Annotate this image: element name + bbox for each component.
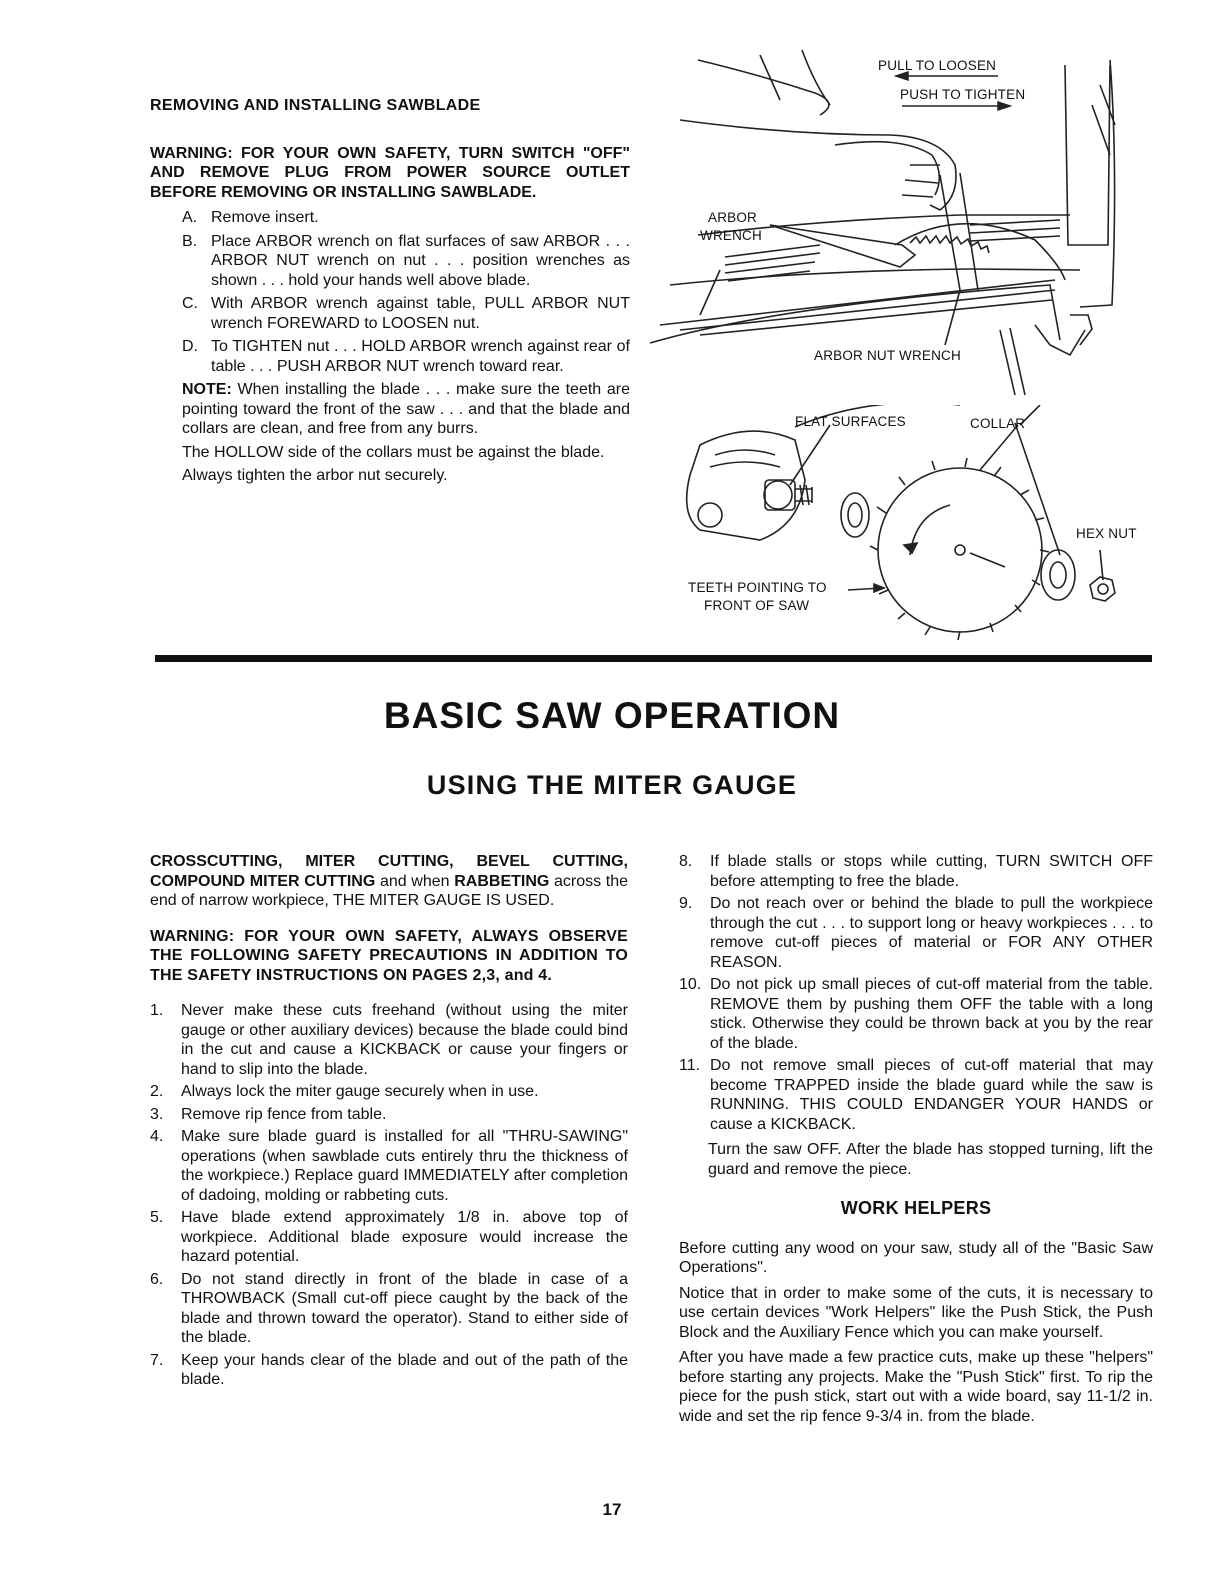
- step-text: Place ARBOR wrench on flat surfaces of saw ARBOR . . . ARBOR NUT wrench on nut . . . position wrenches as shown . . . hold your hands well above blade.: [211, 232, 630, 289]
- work-helpers-paragraph: Before cutting any wood on your saw, study all of the "Basic Saw Operations".: [679, 1239, 1153, 1276]
- item-number: 6.: [150, 1270, 164, 1288]
- step-text: With ARBOR wrench against table, PULL ARBOR NUT wrench FOREWARD to LOOSEN nut.: [211, 295, 630, 332]
- list-item: [150, 1208, 628, 1267]
- item-number: 8.: [679, 853, 693, 870]
- list-item: [150, 1105, 628, 1125]
- item-number: 9.: [679, 895, 693, 912]
- item-text: Do not reach over or behind the blade to pull the workpiece through the cut . . . to support long or heavy workpieces . . . to remove cut-off pieces of material or FOR ANY OTHER REASON.: [710, 895, 1153, 971]
- item-text: Remove rip fence from table.: [181, 1105, 387, 1123]
- item-number: 10.: [679, 976, 702, 993]
- list-item: [679, 894, 1153, 972]
- work-helpers-paragraph: After you have made a few practice cuts, make up these "helpers" before starting any projects. Make the "Push Stick" first. To rip the piece for the push stick, start out with a wide board, say 11-1/2 in. wide and set the rip fence 9-3/4 in. from the blade.: [679, 1349, 1153, 1425]
- page-subtitle: USING THE MITER GAUGE: [426, 770, 798, 800]
- item-number: 2.: [150, 1083, 164, 1100]
- list-item: [150, 1270, 628, 1348]
- item-text: Make sure blade guard is installed for all "THRU-SAWING" operations (when sawblade cuts entirely thru the thickness of the workpiece.) Replace guard IMMEDIATELY after completion of dadoing, molding or rabbeting cuts.: [181, 1128, 628, 1204]
- tighten-note: Always tighten the arbor nut securely.: [182, 467, 448, 484]
- note-text: When installing the blade . . . make sure the teeth are pointing toward the front of the saw . . . and that the blade and collars are clean, and free from any burrs.: [182, 381, 630, 437]
- item-text: Do not stand directly in front of the blade in case of a THROWBACK (Small cut-off piece caught by the back of the blade and thrown toward the operator). Stand to either side of the blade.: [181, 1270, 628, 1346]
- step-item: [182, 337, 630, 376]
- step-item: [182, 208, 630, 228]
- warning-text: WARNING: FOR YOUR OWN SAFETY, TURN SWITCH "OFF" AND REMOVE PLUG FROM POWER SOURCE OUTLET BEFORE REMOVING OR INSTALLING SAWBLADE.: [150, 144, 630, 201]
- list-item: [679, 852, 1153, 891]
- step-text: To TIGHTEN nut . . . HOLD ARBOR wrench against rear of table . . . PUSH ARBOR NUT wrench toward rear.: [211, 338, 630, 375]
- note-label: NOTE:: [182, 381, 232, 398]
- step-letter: A.: [182, 209, 198, 226]
- section-heading: REMOVING AND INSTALLING SAWBLADE: [150, 97, 481, 114]
- page-title: BASIC SAW OPERATION: [383, 695, 841, 736]
- item-text: Do not pick up small pieces of cut-off material from the table. REMOVE them by pushing them OFF the table with a long stick. Otherwise they could be thrown back at you by the rear of the blade.: [710, 976, 1153, 1052]
- left-column: [150, 852, 628, 1393]
- work-helpers-heading: WORK HELPERS: [840, 1198, 992, 1218]
- turn-off-paragraph: Turn the saw OFF. After the blade has stopped turning, lift the guard and remove the piece.: [708, 1141, 1153, 1178]
- work-helpers-paragraph: Notice that in order to make some of the cuts, it is necessary to use certain devices "Work Helpers" like the Push Stick, the Push Block and the Auxiliary Fence which you can make yourself.: [679, 1284, 1153, 1341]
- pull-to-loosen-label: PULL TO LOOSEN: [878, 58, 997, 73]
- section-divider: [155, 655, 1152, 662]
- arbor-wrench-label-line1: ARBOR: [708, 210, 758, 225]
- push-to-tighten-label: PUSH TO TIGHTEN: [900, 87, 1026, 102]
- steps-list: [182, 208, 630, 376]
- right-column: [679, 852, 1153, 1432]
- list-item: [150, 1127, 628, 1205]
- arbor-wrench-label-line2: WRENCH: [700, 228, 762, 243]
- item-number: 3.: [150, 1105, 164, 1123]
- step-item: [182, 232, 630, 291]
- sawblade-section: [150, 96, 630, 486]
- safety-warning: WARNING: FOR YOUR OWN SAFETY, ALWAYS OBSERVE THE FOLLOWING SAFETY PRECAUTIONS IN ADDITION TO THE SAFETY INSTRUCTIONS ON PAGES 2,3, and 4.: [150, 927, 628, 984]
- step-letter: B.: [182, 232, 198, 250]
- item-text: Keep your hands clear of the blade and out of the path of the blade.: [181, 1351, 628, 1388]
- list-item: [150, 1351, 628, 1390]
- list-item: [150, 1082, 628, 1102]
- item-text: Always lock the miter gauge securely when in use.: [181, 1083, 539, 1100]
- step-letter: C.: [182, 295, 198, 312]
- step-letter: D.: [182, 338, 198, 355]
- list-item: [150, 1001, 628, 1079]
- item-text: Do not remove small pieces of cut-off material that may become TRAPPED inside the blade guard while the saw is RUNNING. THIS COULD ENDANGER YOUR HANDS or cause a KICKBACK.: [710, 1057, 1153, 1133]
- item-number: 11.: [679, 1057, 701, 1074]
- item-text: Have blade extend approximately 1/8 in. above top of workpiece. Additional blade exposure would increase the hazard potential.: [181, 1209, 628, 1265]
- intro-bold-cuts: CROSSCUTTING, MITER CUTTING, BEVEL CUTTING, COMPOUND MITER CUTTING: [150, 853, 628, 890]
- intro-mid: and when: [375, 872, 455, 890]
- hex-nut-label: HEX NUT: [1076, 526, 1137, 541]
- list-item: [679, 1056, 1153, 1134]
- arbor-nut-wrench-label: ARBOR NUT WRENCH: [814, 348, 961, 363]
- intro-bold-rabbeting: RABBETING: [454, 872, 550, 890]
- item-number: 1.: [150, 1002, 164, 1019]
- item-text: If blade stalls or stops while cutting, TURN SWITCH OFF before attempting to free the blade.: [710, 853, 1153, 890]
- hollow-note: The HOLLOW side of the collars must be against the blade.: [182, 443, 605, 461]
- intro-paragraph: [150, 852, 628, 911]
- intro-tail: across the end of narrow workpiece, THE MITER GAUGE IS USED.: [150, 872, 629, 909]
- collar-label: COLLAR: [970, 416, 1026, 431]
- item-number: 5.: [150, 1209, 164, 1226]
- item-number: 7.: [150, 1351, 164, 1369]
- step-text: Remove insert.: [211, 209, 319, 226]
- item-text: Never make these cuts freehand (without using the miter gauge or other auxiliary devices) because the blade could bind in the cut and cause a KICKBACK or cause your fingers or hand to slip into the blade.: [181, 1002, 628, 1078]
- flat-surfaces-label: FLAT SURFACES: [795, 414, 906, 429]
- teeth-pointing-label-line2: FRONT OF SAW: [704, 598, 810, 613]
- item-number: 4.: [150, 1128, 164, 1145]
- step-item: [182, 294, 630, 333]
- teeth-pointing-label-line1: TEETH POINTING TO: [688, 580, 827, 595]
- list-item: [679, 975, 1153, 1053]
- page-number: 17: [602, 1500, 622, 1519]
- note-paragraph: [182, 380, 630, 439]
